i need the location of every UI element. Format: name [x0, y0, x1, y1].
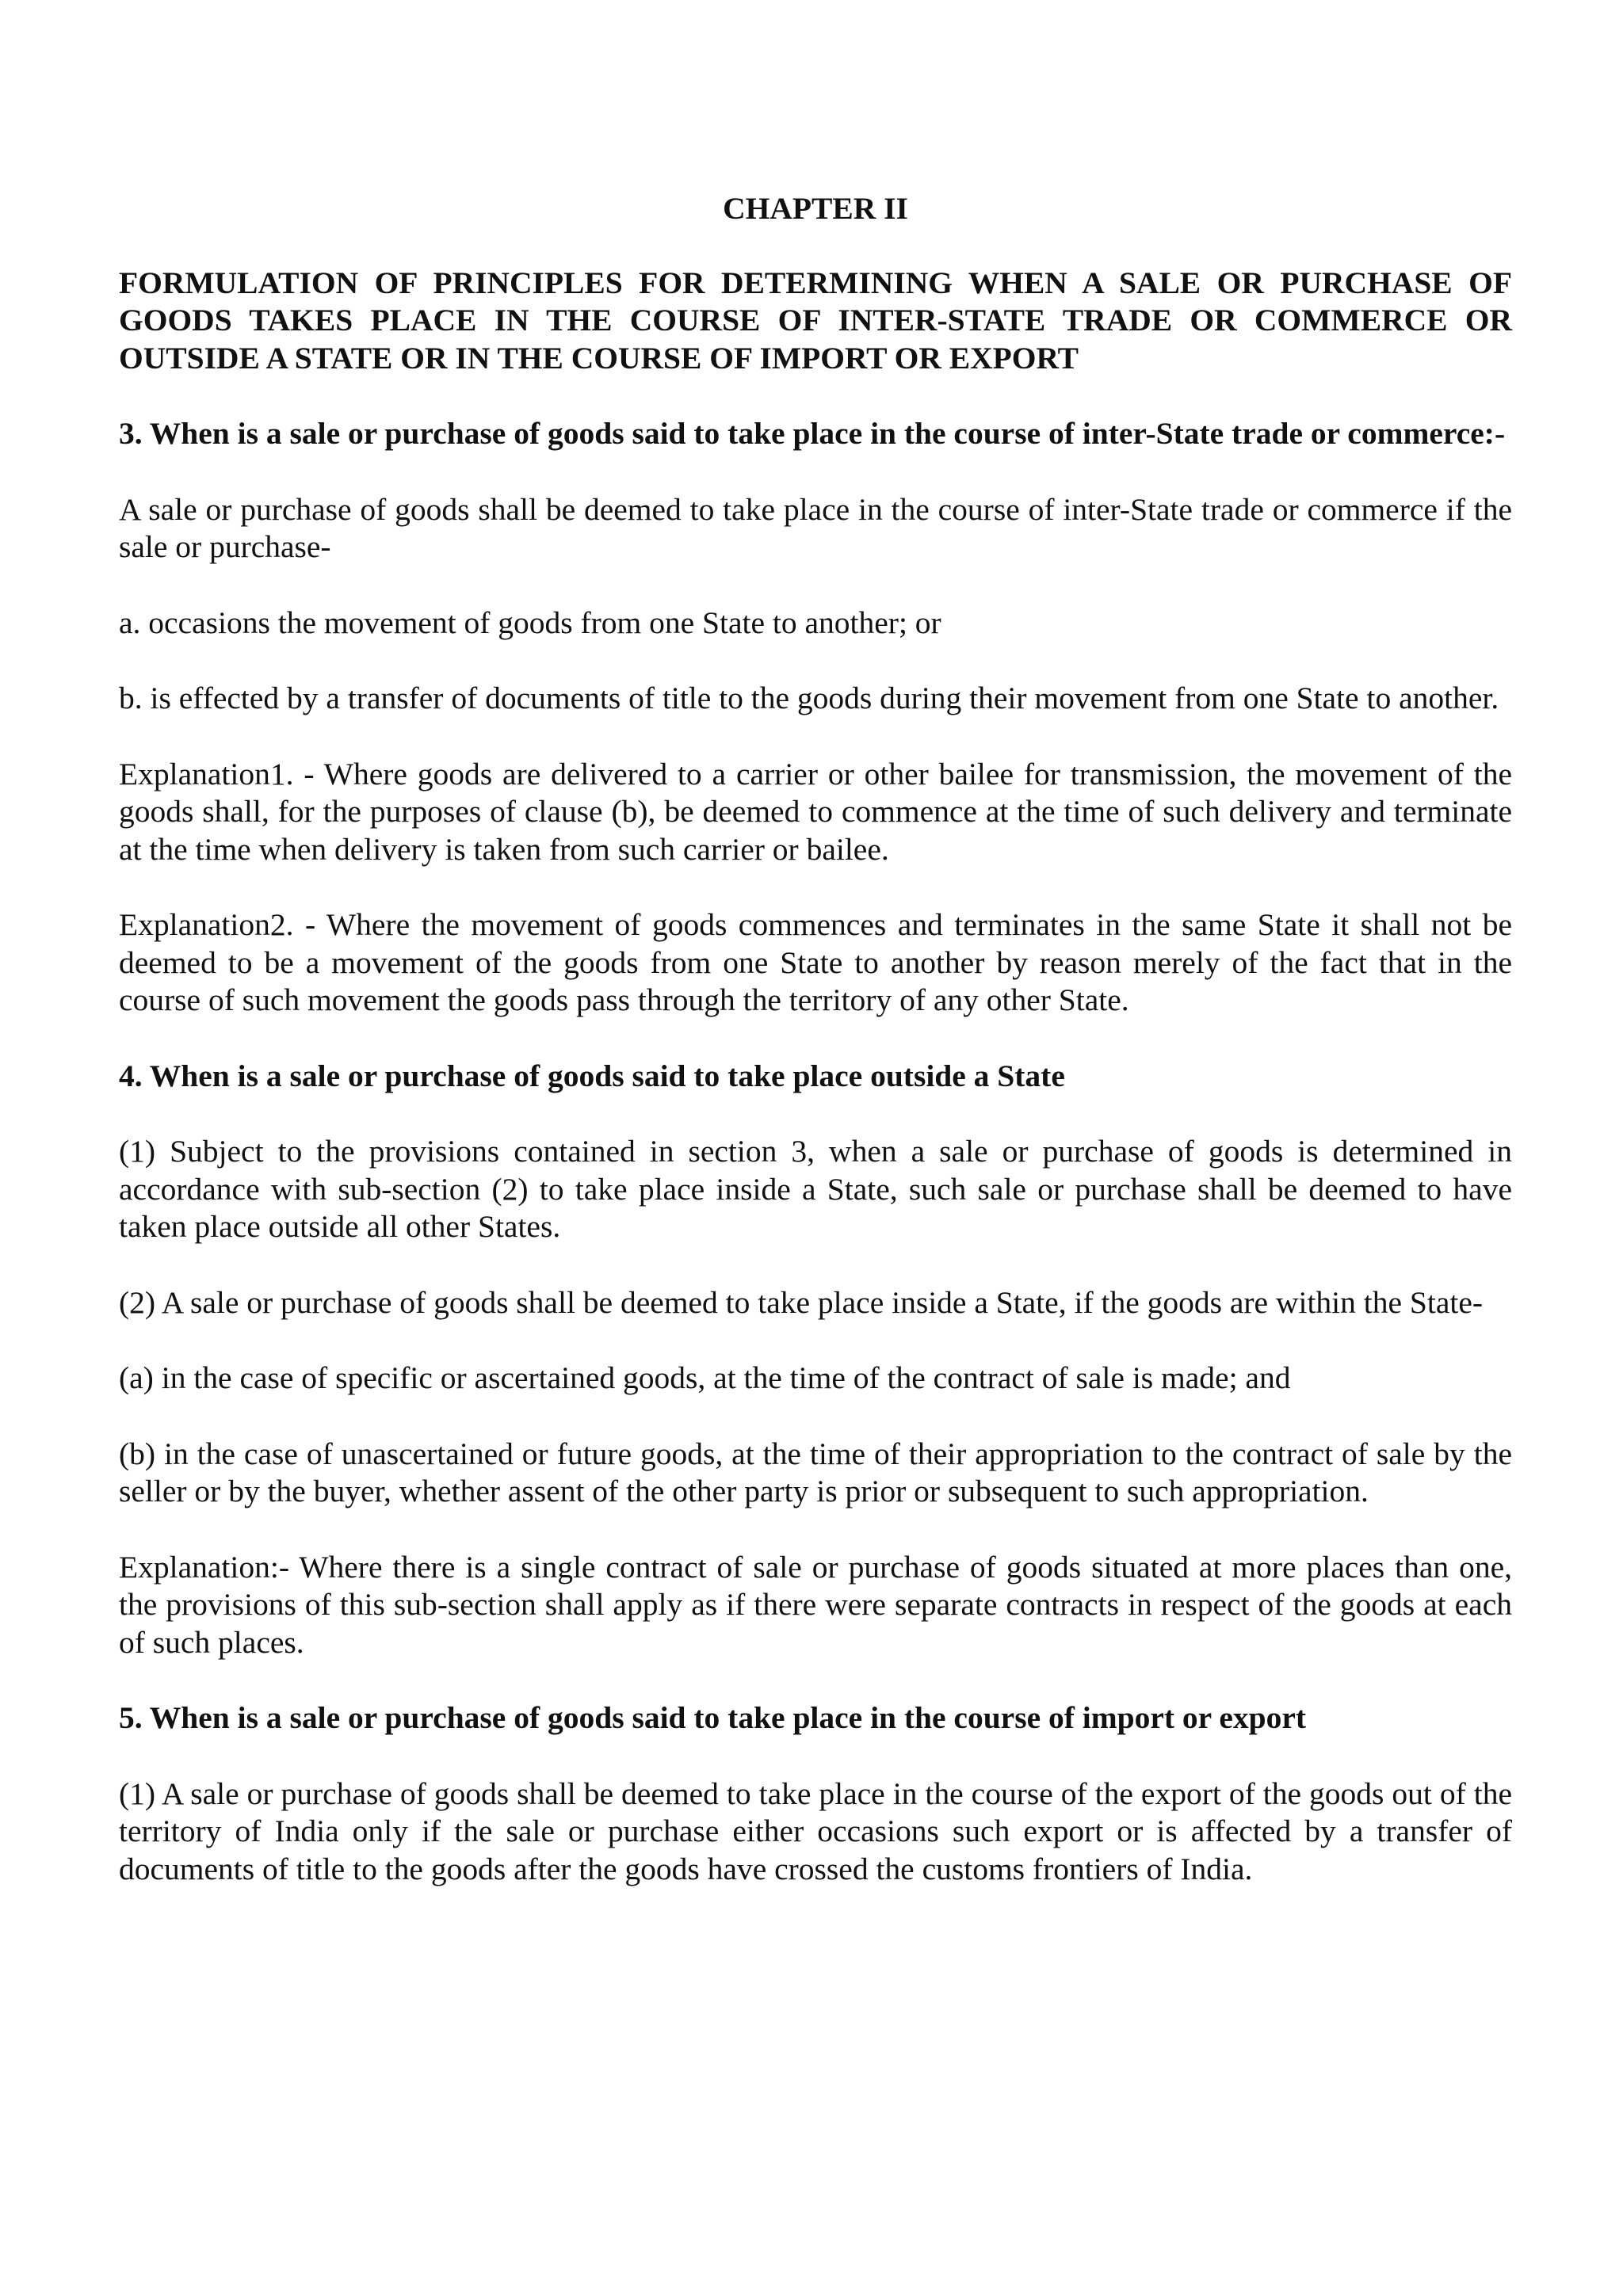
chapter-heading: CHAPTER II — [723, 191, 908, 226]
section-4-heading: 4. When is a sale or purchase of goods said to take place outside a State — [119, 1058, 1065, 1093]
document-page — [119, 190, 1512, 1926]
section-3-explanation-2: Explanation2. - Where the movement of goods commences and terminates in the same State it shall not be deemed to be a movement of the goods from one State to another by reason merely of the fact that in the course of such movement the goods pass through the territory of any other State. — [119, 907, 1512, 1017]
section-4-clause-a: (a) in the case of specific or ascertained goods, at the time of the contract of sale is made; and — [119, 1360, 1291, 1395]
section-3-intro: A sale or purchase of goods shall be deemed to take place in the course of inter-State trade or commerce if the sale or purchase- — [119, 491, 1512, 564]
section-3-explanation-1: Explanation1. - Where goods are delivered to a carrier or other bailee for transmission, the movement of the goods shall, for the purposes of clause (b), be deemed to commence at the time of such delivery and terminate at the time when delivery is taken from such carrier or bailee. — [119, 756, 1512, 867]
section-3 — [119, 415, 1512, 1020]
section-5-subsection-1: (1) A sale or purchase of goods shall be deemed to take place in the course of the export of the goods out of the territory of India only if the sale or purchase either occasions such export or is affected by a transfer of documents of title to the goods after the goods have crossed the customs frontiers of India. — [119, 1775, 1512, 1886]
section-4-subsection-2: (2) A sale or purchase of goods shall be deemed to take place inside a State, if the goods are within the State- — [119, 1284, 1484, 1320]
chapter-title: FORMULATION OF PRINCIPLES FOR DETERMINING WHEN A SALE OR PURCHASE OF GOODS TAKES PLACE IN THE COURSE OF INTER-STATE TRADE OR COMMERCE OR OUTSIDE A STATE OR IN THE COURSE OF IMPORT OR EXPORT — [119, 265, 1512, 376]
section-3-clause-a: a. occasions the movement of goods from one State to another; or — [119, 605, 941, 640]
section-3-clause-b: b. is effected by a transfer of documents of title to the goods during their movement from one State to another. — [119, 681, 1499, 715]
section-4 — [119, 1058, 1512, 1662]
section-4-explanation: Explanation:- Where there is a single contract of sale or purchase of goods situated at more places than one, the provisions of this sub-section shall apply as if there were separate contracts in respect of the goods at each of such places. — [119, 1549, 1512, 1660]
section-5 — [119, 1699, 1512, 1888]
section-4-subsection-1: (1) Subject to the provisions contained in section 3, when a sale or purchase of goods is determined in accordance with sub-section (2) to take place inside a State, such sale or purchase shall be deemed to have taken place outside all other States. — [119, 1134, 1512, 1244]
section-3-heading: 3. When is a sale or purchase of goods said to take place in the course of inter-State trade or commerce:- — [119, 416, 1506, 451]
section-4-clause-b: (b) in the case of unascertained or future goods, at the time of their appropriation to the contract of sale by the seller or by the buyer, whether assent of the other party is prior or subsequent to such appropriation. — [119, 1436, 1512, 1508]
section-5-heading: 5. When is a sale or purchase of goods said to take place in the course of import or export — [119, 1700, 1307, 1735]
